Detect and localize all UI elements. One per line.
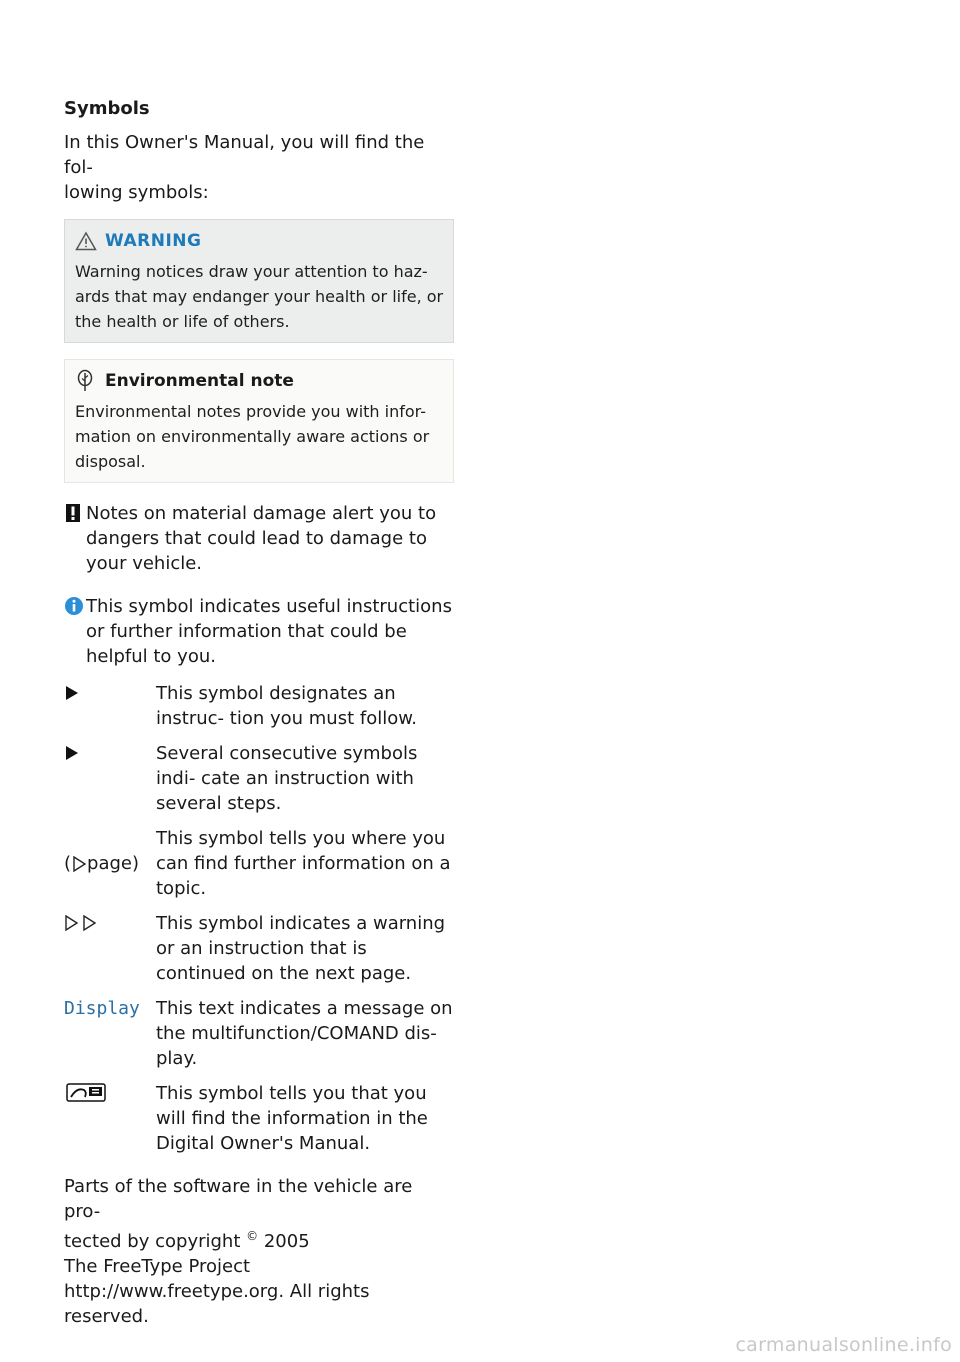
footer-line-4: http://www.freetype.org. All rights — [64, 1281, 370, 1302]
intro-line-2: lowing symbols: — [64, 182, 209, 203]
footer-line-2 — [64, 1224, 454, 1254]
leaf-icon — [75, 369, 105, 393]
display-term: Display — [64, 998, 140, 1019]
copyright-symbol: © — [246, 1229, 259, 1243]
footer-line-2-post: 2005 — [258, 1231, 310, 1252]
definition-display — [64, 996, 454, 1071]
definition-digital-manual — [64, 1081, 454, 1156]
env-text: Environmental notes provide you with infor- mation on environmentally aware actions or disposal. — [75, 402, 430, 471]
section-heading: Symbols — [64, 98, 150, 119]
page-ref-triangle-icon — [71, 855, 87, 873]
definition-steps-text: Several consecutive symbols indi- cate an instruction with several steps. — [156, 743, 418, 814]
definition-continued-text: This symbol indicates a warning or an instruction that is continued on the next page. — [156, 913, 446, 984]
info-note — [64, 594, 454, 669]
copyright-footer — [64, 1174, 454, 1329]
warning-title-row — [75, 226, 445, 256]
symbols-section — [64, 96, 454, 1329]
info-note-text: This symbol indicates useful instructions or further information that could be helpful to you. — [86, 596, 452, 667]
instruction-arrow-icon — [64, 681, 156, 731]
footer-line-3: The FreeType Project — [64, 1256, 251, 1277]
continued-double-triangle-icon — [64, 911, 156, 986]
info-icon — [64, 594, 86, 669]
definition-instruction — [64, 681, 454, 731]
page-ref-open: ( — [64, 853, 72, 874]
footer-line-5: reserved. — [64, 1306, 149, 1327]
site-watermark: carmanualsonline.info — [735, 1334, 952, 1356]
definition-instruction-text: This symbol designates an instruc- tion you must follow. — [156, 683, 418, 729]
definition-digital-manual-text: This symbol tells you that you will find the information in the Digital Owner's Manual. — [156, 1083, 428, 1154]
footer-line-2-pre: tected by copyright — [64, 1231, 241, 1252]
footer-line-1: Parts of the software in the vehicle are pro- — [64, 1176, 413, 1222]
definition-page-reference-text: This symbol tells you where you can find further information on a topic. — [156, 828, 451, 899]
page-ref-close: page) — [87, 853, 140, 874]
definition-page-reference — [64, 826, 454, 901]
exclamation-icon — [64, 501, 86, 576]
steps-arrow-icon — [64, 741, 156, 816]
definition-steps — [64, 741, 454, 816]
damage-note — [64, 501, 454, 576]
warning-triangle-icon — [75, 229, 105, 253]
digital-manual-icon — [64, 1081, 156, 1156]
intro-line-1: In this Owner's Manual, you will find the fol- — [64, 132, 425, 178]
symbol-definitions — [64, 681, 454, 1156]
environmental-note-box — [64, 359, 454, 483]
warning-box — [64, 219, 454, 343]
warning-title: WARNING — [105, 231, 202, 251]
damage-note-text: Notes on material damage alert you to dangers that could lead to damage to your vehicle. — [86, 503, 437, 574]
definition-continued — [64, 911, 454, 986]
warning-text: Warning notices draw your attention to haz- ards that may endanger your health or life, or the health or life of others. — [75, 262, 444, 331]
page-reference-term — [64, 826, 156, 901]
env-title-row — [75, 366, 445, 396]
env-title: Environmental note — [105, 371, 294, 391]
definition-display-text: This text indicates a message on the multifunction/COMAND dis- play. — [156, 998, 453, 1069]
